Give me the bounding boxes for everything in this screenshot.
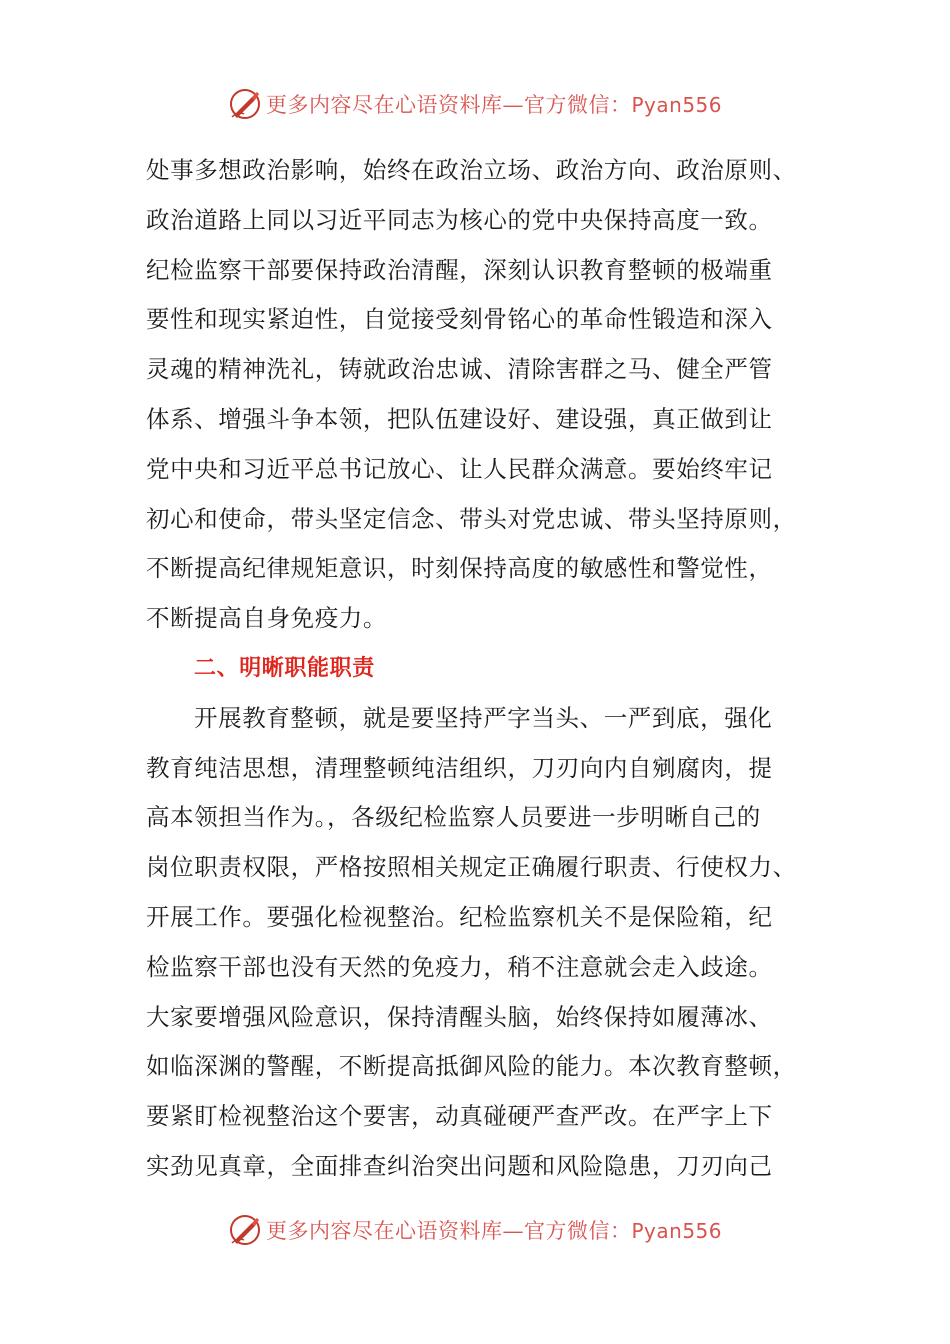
body-line: 要紧盯检视整治这个要害，动真碰硬严查严改。在严字上下 [146,1102,773,1131]
body-line: 灵魂的精神洗礼，铸就政治忠诚、清除害群之马、健全严管 [146,355,773,384]
body-line: 处事多想政治影响，始终在政治立场、政治方向、政治原则、 [146,156,797,184]
body-line: 党中央和习近平总书记放心、让人民群众满意。要始终牢记 [146,454,773,483]
body-line: 不断提高自身免疫力。 [146,604,387,633]
body-line: 政治道路上同以习近平同志为核心的党中央保持高度一致。 [146,205,773,234]
pen-logo-icon [228,1213,262,1247]
body-line: 岗位职责权限，严格按照相关规定正确履行职责、行使权力、 [146,853,797,882]
footer-banner-label: 更多内容尽在心语资料库—官方微信： [265,1219,632,1243]
body-line: 实劲见真章，全面排查纠治突出问题和风险隐患，刀刃向己 [146,1151,773,1180]
header-banner [0,84,950,124]
body-line: 要性和现实紧迫性，自觉接受刻骨铭心的革命性锻造和深入 [146,305,773,334]
body-line: 检监察干部也没有天然的免疫力，稍不注意就会走入歧途。 [146,952,773,981]
body-line: 大家要增强风险意识，保持清醒头脑，始终保持如履薄冰、 [146,1002,773,1031]
header-banner-text [266,89,722,119]
footer-banner [0,1210,950,1250]
header-banner-label: 更多内容尽在心语资料库—官方微信： [265,93,632,117]
body-line: 教育纯洁思想，清理整顿纯洁组织，刀刃向内自剜腐肉，提 [146,753,773,782]
body-line: 高本领担当作为。，各级纪检监察人员要进一步明晰自己的 [146,803,761,832]
document-body [146,146,806,1192]
footer-wechat-id: Pyan556 [631,1219,722,1243]
body-line: 纪检监察干部要保持政治清醒，深刻认识教育整顿的极端重 [146,255,773,284]
body-line: 初心和使命，带头坚定信念、带头对党忠诚、带头坚持原则， [146,504,797,533]
pen-logo-icon [228,87,262,121]
section-heading: 二、明晰职能职责 [194,655,375,681]
body-line: 不断提高纪律规矩意识，时刻保持高度的敏感性和警觉性， [146,554,773,583]
footer-banner-text [266,1215,722,1245]
body-line: 如临深渊的警醒，不断提高抵御风险的能力。本次教育整顿， [146,1052,797,1081]
body-line: 开展教育整顿，就是要坚持严字当头、一严到底，强化 [194,703,773,732]
body-line: 开展工作。要强化检视整治。纪检监察机关不是保险箱，纪 [146,902,773,931]
body-line: 体系、增强斗争本领，把队伍建设好、建设强，真正做到让 [146,404,773,433]
header-wechat-id: Pyan556 [631,93,722,117]
